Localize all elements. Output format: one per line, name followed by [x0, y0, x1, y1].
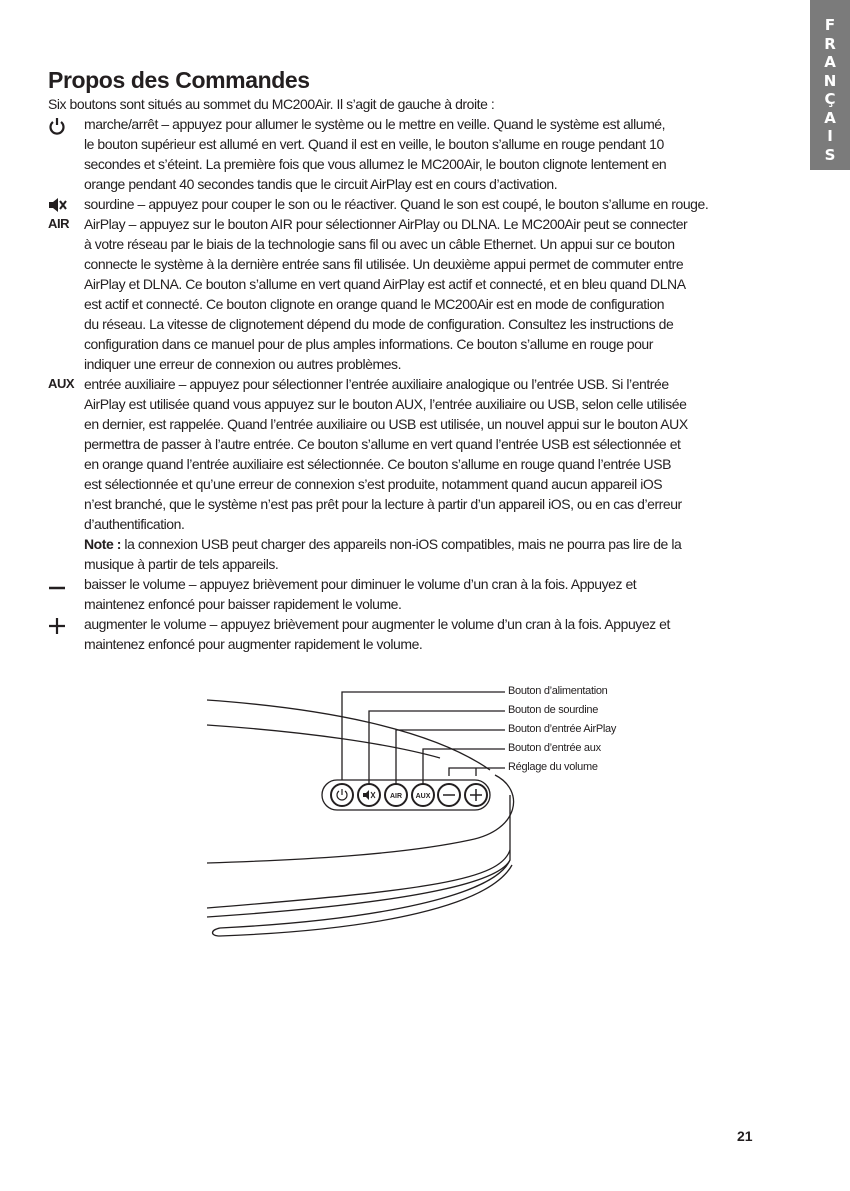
label-airplay-button: Bouton d’entrée AirPlay	[508, 723, 617, 735]
control-item	[48, 114, 768, 194]
label-aux-button: Bouton d’entrée aux	[508, 742, 601, 754]
page-number: 21	[737, 1128, 753, 1144]
text-line: AirPlay est utilisée quand vous appuyez sur le bouton AUX, l’entrée auxiliaire ou USB, selon celle utilisée	[84, 396, 687, 412]
label-power-button: Bouton d’alimentation	[508, 685, 608, 697]
minus-icon	[48, 574, 84, 614]
text-line: baisser le volume – appuyez brièvement pour diminuer le volume d’un cran à la fois. Appuyez et	[84, 576, 637, 592]
text-line: en orange quand l’entrée auxiliaire est sélectionnée. Ce bouton s’allume en rouge quand l’entrée USB	[84, 456, 671, 472]
tab-letter: S	[824, 145, 836, 164]
text-line: maintenez enfoncé pour augmenter rapidement le volume.	[84, 636, 423, 652]
control-item	[48, 214, 768, 374]
text-line: à votre réseau par le biais de la technologie sans fil ou avec un câble Ethernet. Un appui sur ce bouton	[84, 236, 675, 252]
tab-letter: R	[824, 34, 836, 53]
text-line: maintenez enfoncé pour baisser rapidement le volume.	[84, 596, 402, 612]
control-item	[48, 534, 768, 574]
plus-icon	[48, 614, 84, 654]
mute-icon	[363, 790, 369, 800]
tab-letter: A	[824, 53, 836, 71]
body-text	[48, 94, 768, 654]
label-mute-button: Bouton de sourdine	[508, 704, 599, 716]
plus-icon	[470, 789, 482, 801]
controls-diagram	[200, 680, 640, 955]
aux-button-text: AUX	[415, 793, 431, 800]
icon-spacer	[48, 534, 84, 574]
tab-letter: A	[824, 108, 836, 127]
page-title: Propos des Commandes	[48, 67, 310, 93]
text-line: augmenter le volume – appuyez brièvement pour augmenter le volume d’un cran à la fois. Appuyez et	[84, 616, 670, 632]
control-item	[48, 614, 768, 654]
text-line: est sélectionnée et qu’une erreur de connexion s’est produite, notamment quand aucun appareil iOS	[84, 476, 663, 492]
text-line	[84, 534, 768, 554]
text-line: orange pendant 40 secondes tandis que le circuit AirPlay est en cours d’activation.	[84, 176, 558, 192]
tab-letter: F	[824, 16, 836, 34]
text-line: le bouton supérieur est allumé en vert. Quand il est en veille, le bouton s’allume en rouge pendant 10	[84, 136, 664, 152]
text-line: entrée auxiliaire – appuyez pour sélectionner l’entrée auxiliaire analogique ou l’entrée USB. Si l’entrée	[84, 376, 669, 392]
note-label: Note :	[84, 536, 121, 552]
text-line: AirPlay et DLNA. Ce bouton s’allume en vert quand AirPlay est actif et connecté, et en bleu quand DLNA	[84, 276, 686, 292]
power-icon	[337, 789, 347, 800]
tab-letter: Ç	[824, 90, 836, 108]
air-button-text: AIR	[389, 793, 403, 800]
air-icon: AIR	[48, 216, 70, 231]
language-tab	[810, 0, 850, 170]
text-line: est actif et connecté. Ce bouton clignote en orange quand le MC200Air est en mode de configuration	[84, 296, 665, 312]
text-line: en dernier, est rappelée. Quand l’entrée auxiliaire ou USB est utilisée, un nouvel appui sur le bouton AUX	[84, 416, 688, 432]
text-line: connecte le système à la dernière entrée sans fil utilisée. Un deuxième appui permet de commuter entre	[84, 256, 684, 272]
control-item	[48, 374, 768, 534]
text-line: d’authentification.	[84, 516, 185, 532]
power-icon	[48, 114, 84, 194]
note-text: la connexion USB peut charger des appareils non-iOS compatibles, mais ne pourra pas lire de la	[120, 536, 682, 552]
mute-icon	[48, 194, 84, 214]
text-line: sourdine – appuyez pour couper le son ou le réactiver. Quand le son est coupé, le bouton s’allume en rouge.	[84, 196, 709, 212]
text-line: permettra de passer à l’autre entrée. Ce bouton s’allume en vert quand l’entrée USB est sélectionnée et	[84, 436, 681, 452]
intro-text: Six boutons sont situés au sommet du MC200Air. Il s’agit de gauche à droite :	[48, 96, 495, 112]
text-line: secondes et s’éteint. La première fois que vous allumez le MC200Air, le bouton clignote lentement en	[84, 156, 667, 172]
speaker-illustration	[200, 680, 640, 950]
text-line: marche/arrêt – appuyez pour allumer le système ou le mettre en veille. Quand le système est allumé,	[84, 116, 666, 132]
tab-letter: I	[827, 127, 833, 145]
label-volume: Réglage du volume	[508, 761, 598, 773]
text-line: musique à partir de tels appareils.	[84, 556, 279, 572]
control-item	[48, 574, 768, 614]
text-line: AirPlay – appuyez sur le bouton AIR pour sélectionner AirPlay ou DLNA. Le MC200Air peut se connecter	[84, 216, 688, 232]
control-item	[48, 194, 768, 214]
text-line: indiquer une erreur de connexion ou autres problèmes.	[84, 356, 402, 372]
text-line: n’est branché, que le système n’est pas prêt pour la lecture à partir d’un appareil iOS, ou en cas d’erreur	[84, 496, 682, 512]
aux-icon: AUX	[48, 376, 75, 391]
text-line: configuration dans ce manuel pour de plus amples informations. Ce bouton s’allume en rouge pour	[84, 336, 653, 352]
text-line: du réseau. La vitesse de clignotement dépend du mode de configuration. Consultez les instructions de	[84, 316, 674, 332]
tab-letter: N	[823, 71, 837, 90]
